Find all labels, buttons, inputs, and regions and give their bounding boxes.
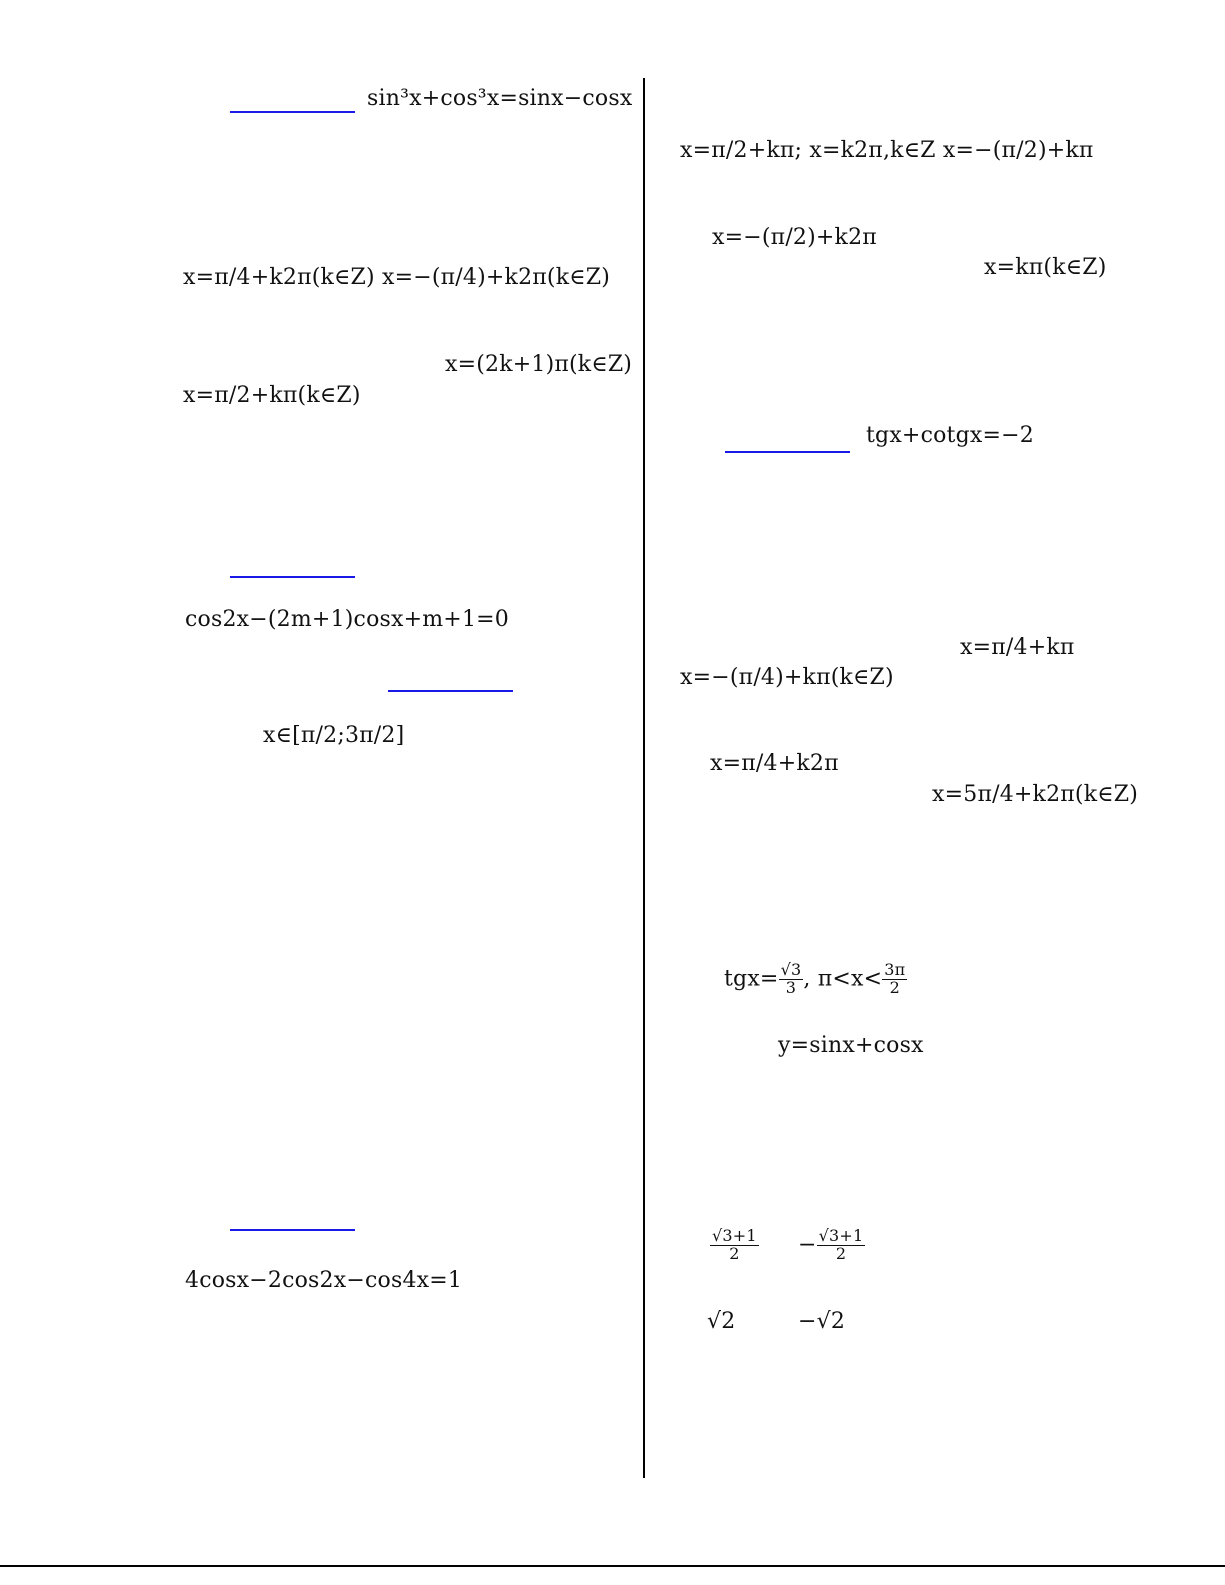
r3-answer-a-den: 2: [729, 1243, 740, 1263]
page-bottom-rule: [0, 1565, 1225, 1567]
r3-answer-c: √2: [707, 1309, 736, 1334]
r3-answer-a: [710, 1228, 759, 1263]
r3-answer-d: −√2: [798, 1309, 846, 1334]
r3-answer-b: [798, 1228, 865, 1263]
q1-option-c: x=(2k+1)π(k∈Z): [445, 352, 633, 377]
r3-answer-b-sign: −: [798, 1232, 817, 1258]
question-link-4[interactable]: [230, 1229, 355, 1231]
question-link-1[interactable]: [230, 111, 355, 113]
r3-fraction-sqrt3-over-3: [779, 962, 804, 997]
r2-equation: tgx+cotgx=−2: [866, 423, 1034, 448]
r3-condition-mid: , π<x<: [803, 966, 883, 992]
r3-answer-b-num: √3+1: [818, 1226, 864, 1245]
question-link-5[interactable]: [725, 451, 850, 453]
q2-equation: cos2x−(2m+1)cosx+m+1=0: [185, 607, 509, 632]
r3-condition: [724, 962, 907, 997]
r2-option-a: x=π/4+kπ: [960, 635, 1075, 660]
r3-answer-a-num: √3+1: [712, 1226, 757, 1245]
r3-frac2-den: 2: [889, 977, 901, 997]
q1-options-ab: x=π/4+k2π(k∈Z) x=−(π/4)+k2π(k∈Z): [183, 265, 610, 290]
r3-frac-den: 3: [785, 977, 797, 997]
r3-answer-b-den: 2: [835, 1243, 847, 1263]
r3-answer-a-fraction: [710, 1228, 759, 1263]
column-divider: [643, 78, 645, 1478]
r3-frac-num: √3: [780, 960, 802, 979]
r1-option-d: x=kπ(k∈Z): [984, 255, 1107, 280]
r3-answer-b-fraction: [817, 1228, 866, 1263]
q1-option-d: x=π/2+kπ(k∈Z): [183, 383, 361, 408]
question-link-2[interactable]: [230, 576, 355, 578]
r1-option-c: x=−(π/2)+k2π: [712, 225, 877, 250]
r3-condition-prefix: tgx=: [724, 966, 779, 992]
r2-option-b: x=−(π/4)+kπ(k∈Z): [680, 665, 894, 690]
r2-option-c: x=π/4+k2π: [710, 751, 839, 776]
r1-options-ab: x=π/2+kπ; x=k2π,k∈Z x=−(π/2)+kπ: [680, 138, 1094, 163]
q3-equation: 4cosx−2cos2x−cos4x=1: [185, 1268, 463, 1293]
r3-fraction-3pi-over-2: [882, 962, 907, 997]
r3-frac2-num: 3π: [884, 960, 906, 979]
question-link-3[interactable]: [388, 690, 513, 692]
q1-equation: sin³x+cos³x=sinx−cosx: [367, 86, 633, 111]
q2-interval: x∈[π/2;3π/2]: [263, 723, 405, 748]
r2-option-d: x=5π/4+k2π(k∈Z): [932, 782, 1138, 807]
r3-function: y=sinx+cosx: [778, 1033, 924, 1058]
